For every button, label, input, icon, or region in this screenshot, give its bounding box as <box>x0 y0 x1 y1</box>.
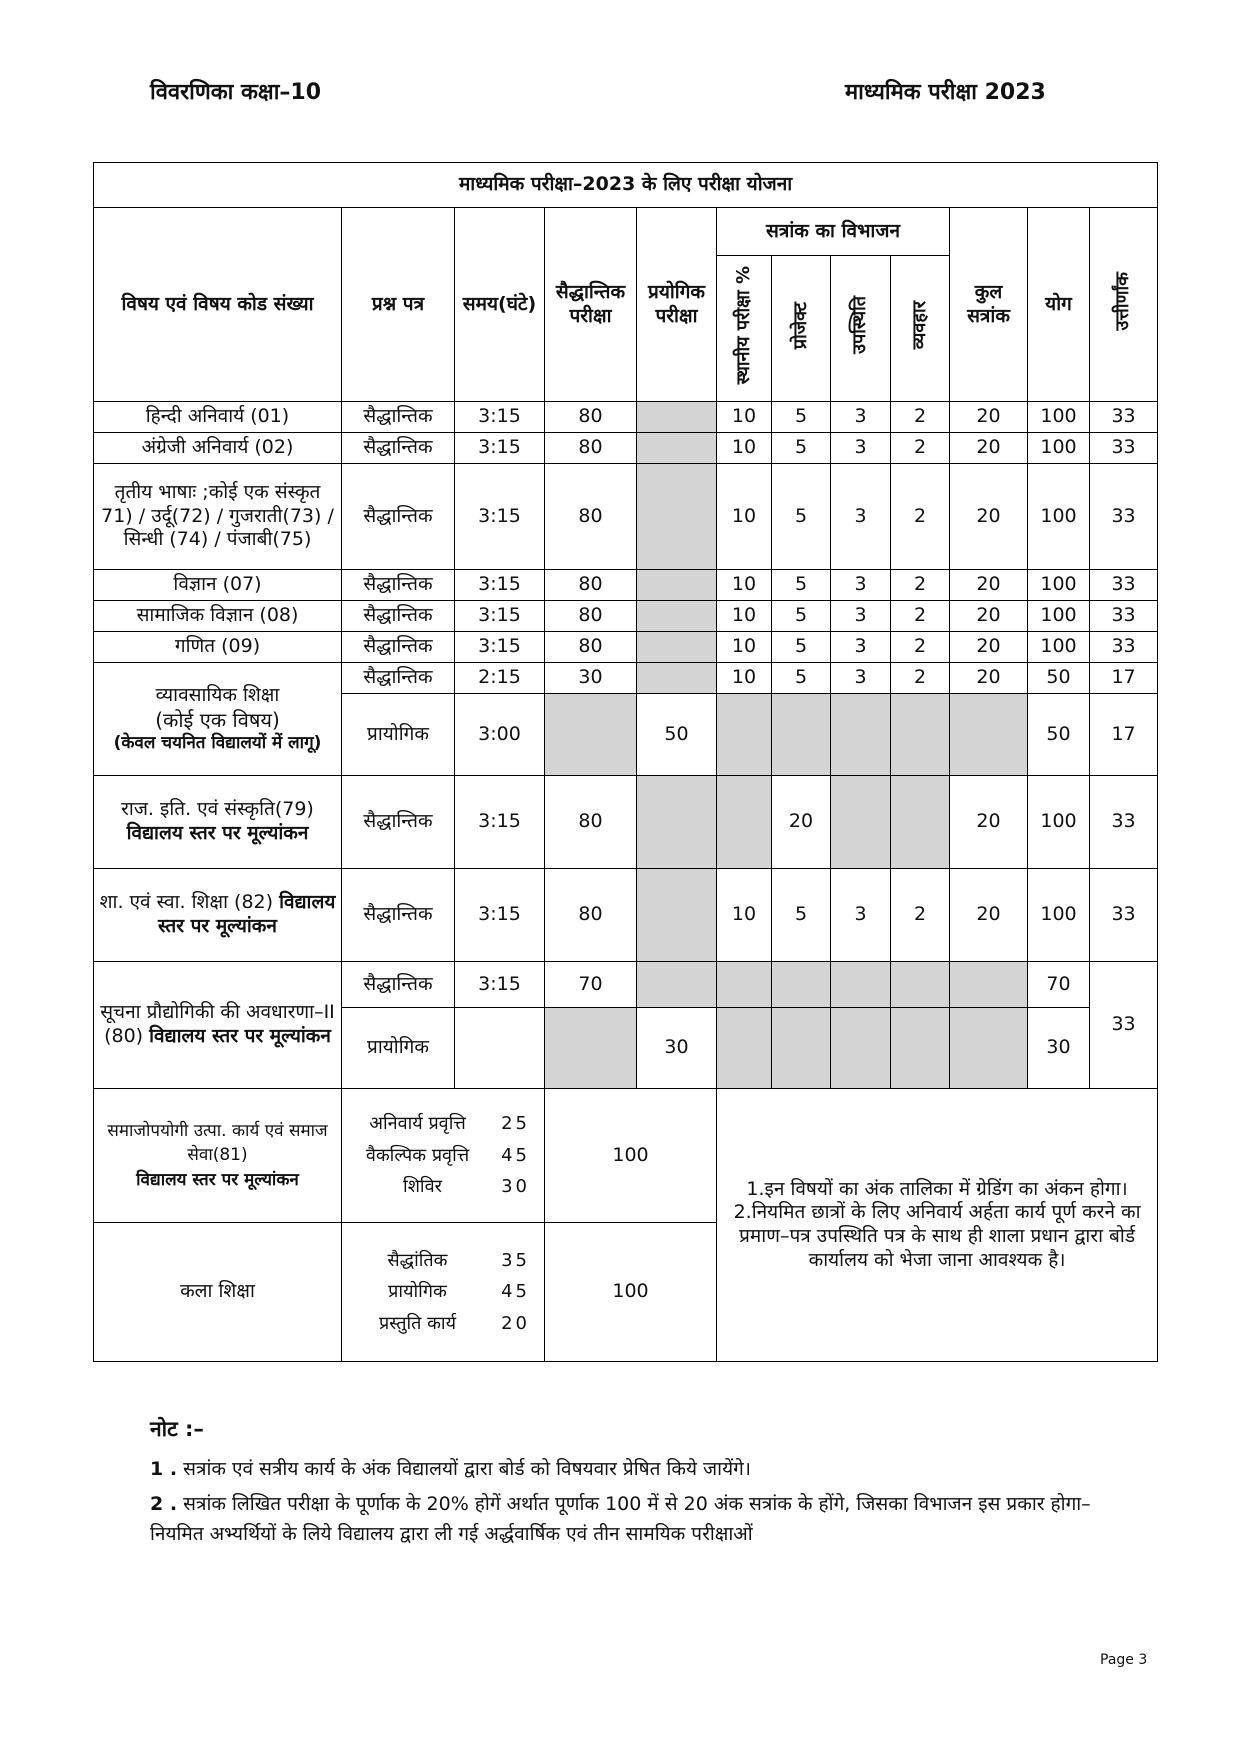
header-time: समय(घंटे) <box>455 208 545 402</box>
social-work-subject: समाजोपयोगी उत्पा. कार्य एवं समाज सेवा(81) <box>107 1120 328 1166</box>
paper-cell: प्रायोगिक <box>342 694 455 776</box>
time-cell: 3:15 <box>455 962 545 1008</box>
paper-cell: सैद्धान्तिक <box>342 663 455 694</box>
theory-cell: 80 <box>545 570 637 601</box>
local-cell: 10 <box>717 464 772 570</box>
attendance-cell <box>831 776 891 869</box>
local-cell <box>717 776 772 869</box>
paper-cell: सैद्धान्तिक <box>342 776 455 869</box>
behaviour-cell: 2 <box>891 601 950 632</box>
header-attendance-cell <box>831 256 891 402</box>
header-behaviour-cell <box>891 256 950 402</box>
component-row: वैकल्पिक प्रवृत्ति 45 <box>365 1144 530 1166</box>
practical-cell <box>637 433 717 464</box>
attendance-cell <box>831 694 891 776</box>
time-cell: 3:15 <box>455 433 545 464</box>
theory-cell: 70 <box>545 962 637 1008</box>
time-cell <box>455 1008 545 1089</box>
attendance-cell: 3 <box>831 632 891 663</box>
header-behaviour: व्यवहार <box>908 301 930 350</box>
social-work-components <box>342 1089 545 1223</box>
header-pass-cell <box>1090 208 1158 402</box>
behaviour-cell: 2 <box>891 464 950 570</box>
subject-cell-social-work <box>94 1089 342 1223</box>
attendance-cell: 3 <box>831 869 891 962</box>
paper-cell: सैद्धान्तिक <box>342 570 455 601</box>
subject-cell-raj-history <box>94 776 342 869</box>
component-row: प्रस्तुति कार्य 20 <box>378 1312 530 1334</box>
total-sessional-cell: 20 <box>950 601 1028 632</box>
project-cell <box>772 694 831 776</box>
paper-cell: सैद्धान्तिक <box>342 433 455 464</box>
subject-cell-it <box>94 962 342 1089</box>
project-cell: 20 <box>772 776 831 869</box>
time-cell: 3:15 <box>455 869 545 962</box>
behaviour-cell <box>891 962 950 1008</box>
art-edu-components <box>342 1223 545 1362</box>
pass-cell: 33 <box>1090 869 1158 962</box>
behaviour-cell: 2 <box>891 433 950 464</box>
attendance-cell: 3 <box>831 464 891 570</box>
paper-cell: सैद्धान्तिक <box>342 601 455 632</box>
note-item <box>150 1490 1130 1549</box>
total-sessional-cell: 20 <box>950 869 1028 962</box>
time-cell: 3:15 <box>455 632 545 663</box>
physical-edu-subject: शा. एवं स्वा. शिक्षा (82) <box>99 891 274 914</box>
theory-cell: 80 <box>545 464 637 570</box>
grading-note: 1.इन विषयों का अंक तालिका में ग्रेडिंग का अंकन होगा। 2.नियमित छात्रों के लिए अनिवार्य अर्हता कार्य पूर्ण करने का प्रमाण–पत्र उपस्थिति पत्र के साथ ही शाला प्रधान द्वारा बोर्ड कार्यालय को भेजा जाना आवश्यक है। <box>717 1089 1158 1362</box>
it-eval: विद्यालय स्तर पर मूल्यांकन <box>149 1025 331 1047</box>
table-row <box>94 433 1158 464</box>
total-sessional-cell: 20 <box>950 433 1028 464</box>
attendance-cell: 3 <box>831 433 891 464</box>
table-row <box>94 570 1158 601</box>
header-project-cell <box>772 256 831 402</box>
practical-cell: 50 <box>637 694 717 776</box>
time-cell: 3:15 <box>455 601 545 632</box>
time-cell: 3:15 <box>455 570 545 601</box>
local-cell: 10 <box>717 869 772 962</box>
practical-cell <box>637 869 717 962</box>
pass-cell: 33 <box>1090 570 1158 601</box>
header-practical: प्रयोगिक परीक्षा <box>637 208 717 402</box>
paper-cell: सैद्धान्तिक <box>342 632 455 663</box>
practical-cell <box>637 570 717 601</box>
header-total-sessional: कुल सत्रांक <box>950 208 1028 402</box>
practical-cell <box>637 962 717 1008</box>
theory-cell: 80 <box>545 402 637 433</box>
table-row <box>94 464 1158 570</box>
time-cell: 3:15 <box>455 402 545 433</box>
total-sessional-cell: 20 <box>950 464 1028 570</box>
subject-cell: तृतीय भाषाः ;कोई एक संस्कृत 71) / उर्दू(72) / गुजराती(73) / सिन्धी (74) / पंजाबी(75) <box>94 464 342 570</box>
local-cell <box>717 694 772 776</box>
attendance-cell <box>831 962 891 1008</box>
project-cell: 5 <box>772 632 831 663</box>
header-local-cell <box>717 256 772 402</box>
exam-plan-table <box>93 162 1158 1362</box>
header-theory: सैद्धान्तिक परीक्षा <box>545 208 637 402</box>
vocational-line1: व्यावसायिक शिक्षा <box>155 684 280 706</box>
vocational-line2: (कोई एक विषय) <box>155 707 280 732</box>
pass-cell: 17 <box>1090 694 1158 776</box>
note-number: 2 . <box>150 1493 178 1516</box>
page-number: Page 3 <box>1100 1652 1148 1668</box>
behaviour-cell: 2 <box>891 402 950 433</box>
behaviour-cell: 2 <box>891 570 950 601</box>
local-cell: 10 <box>717 632 772 663</box>
header-paper: प्रश्न पत्र <box>342 208 455 402</box>
total-cell: 100 <box>1028 402 1090 433</box>
project-cell: 5 <box>772 570 831 601</box>
total-cell: 70 <box>1028 962 1090 1008</box>
pass-cell: 33 <box>1090 962 1158 1089</box>
note-text: सत्रांक एवं सत्रीय कार्य के अंक विद्यालयों द्वारा बोर्ड को विषयवार प्रेषित किये जायेंगे। <box>183 1458 751 1480</box>
total-cell: 100 <box>1028 632 1090 663</box>
header-pass: उत्तीर्णांक <box>1112 271 1134 331</box>
attendance-cell: 3 <box>831 663 891 694</box>
local-cell: 10 <box>717 570 772 601</box>
pass-cell: 33 <box>1090 402 1158 433</box>
subject-cell-vocational <box>94 663 342 776</box>
table-title: माध्यमिक परीक्षा–2023 के लिए परीक्षा योजना <box>94 163 1158 208</box>
social-work-total: 100 <box>545 1089 717 1223</box>
note-number: 1 . <box>150 1458 178 1480</box>
attendance-cell: 3 <box>831 402 891 433</box>
total-sessional-cell <box>950 1008 1028 1089</box>
pass-cell: 33 <box>1090 776 1158 869</box>
table-row-raj-history <box>94 776 1158 869</box>
subject-cell: अंग्रेजी अनिवार्य (02) <box>94 433 342 464</box>
total-sessional-cell: 20 <box>950 663 1028 694</box>
total-cell: 100 <box>1028 570 1090 601</box>
header-local-exam: स्थानीय परीक्षा % <box>732 265 754 385</box>
subject-cell: गणित (09) <box>94 632 342 663</box>
practical-cell <box>637 632 717 663</box>
pass-cell: 33 <box>1090 601 1158 632</box>
total-cell: 100 <box>1028 776 1090 869</box>
header-right: माध्यमिक परीक्षा 2023 <box>845 80 1046 105</box>
component-row: सैद्धांतिक 35 <box>387 1249 530 1271</box>
notes-title: नोट :– <box>150 1417 204 1441</box>
paper-cell: प्रायोगिक <box>342 1008 455 1089</box>
practical-cell <box>637 776 717 869</box>
theory-cell: 80 <box>545 433 637 464</box>
subject-cell-physical-edu <box>94 869 342 962</box>
header-project: प्रोजेक्ट <box>789 301 811 349</box>
local-cell: 10 <box>717 663 772 694</box>
project-cell: 5 <box>772 464 831 570</box>
total-sessional-cell: 20 <box>950 570 1028 601</box>
header-subject: विषय एवं विषय कोड संख्या <box>94 208 342 402</box>
paper-cell: सैद्धान्तिक <box>342 962 455 1008</box>
practical-cell <box>637 601 717 632</box>
social-work-eval: विद्यालय स्तर पर मूल्यांकन <box>136 1169 299 1190</box>
theory-cell: 80 <box>545 776 637 869</box>
pass-cell: 33 <box>1090 632 1158 663</box>
attendance-cell <box>831 1008 891 1089</box>
total-sessional-cell <box>950 694 1028 776</box>
subject-cell-art-edu: कला शिक्षा <box>94 1223 342 1362</box>
practical-cell <box>637 402 717 433</box>
raj-history-eval: विद्यालय स्तर पर मूल्यांकन <box>126 822 309 844</box>
total-cell: 50 <box>1028 663 1090 694</box>
notes-section <box>150 1415 1130 1555</box>
behaviour-cell <box>891 1008 950 1089</box>
paper-cell: सैद्धान्तिक <box>342 402 455 433</box>
project-cell: 5 <box>772 601 831 632</box>
attendance-cell: 3 <box>831 601 891 632</box>
raj-history-subject: राज. इति. एवं संस्कृति(79) <box>121 798 314 821</box>
behaviour-cell <box>891 776 950 869</box>
art-edu-total: 100 <box>545 1223 717 1362</box>
pass-cell: 33 <box>1090 433 1158 464</box>
project-cell: 5 <box>772 869 831 962</box>
header-sessional-group: सत्रांक का विभाजन <box>717 208 950 256</box>
project-cell: 5 <box>772 663 831 694</box>
project-cell <box>772 1008 831 1089</box>
table-row-vocational-theory <box>94 663 1158 694</box>
time-cell: 3:15 <box>455 776 545 869</box>
theory-cell: 30 <box>545 663 637 694</box>
component-row: अनिवार्य प्रवृत्ति 25 <box>369 1113 530 1135</box>
note-text: सत्रांक लिखित परीक्षा के पूर्णाक के 20% होगें अर्थात पूर्णाक 100 में से 20 अंक सत्रांक के होंगे, जिसका विभाजन इस प्रकार होगा– नियमित अभ्यर्थियों के लिये विद्यालय द्वारा ली गई अर्द्धवार्षिक एवं तीन सामयिक परीक्षाओं <box>150 1493 1091 1545</box>
total-cell: 30 <box>1028 1008 1090 1089</box>
local-cell: 10 <box>717 433 772 464</box>
total-sessional-cell <box>950 962 1028 1008</box>
header-attendance: उपस्थिति <box>849 296 871 355</box>
local-cell <box>717 1008 772 1089</box>
pass-cell: 17 <box>1090 663 1158 694</box>
header-left: विवरणिका कक्षा–10 <box>150 80 322 105</box>
pass-cell: 33 <box>1090 464 1158 570</box>
theory-cell <box>545 1008 637 1089</box>
local-cell: 10 <box>717 601 772 632</box>
total-cell: 100 <box>1028 464 1090 570</box>
total-cell: 100 <box>1028 433 1090 464</box>
theory-cell <box>545 694 637 776</box>
table-row-it-theory <box>94 962 1158 1008</box>
total-cell: 50 <box>1028 694 1090 776</box>
vocational-note: (केवल चयनित विद्यालयों में लागू) <box>113 732 322 753</box>
table-row-social-work <box>94 1089 1158 1223</box>
subject-cell: सामाजिक विज्ञान (08) <box>94 601 342 632</box>
total-cell: 100 <box>1028 601 1090 632</box>
practical-cell: 30 <box>637 1008 717 1089</box>
local-cell: 10 <box>717 402 772 433</box>
attendance-cell: 3 <box>831 570 891 601</box>
total-sessional-cell: 20 <box>950 776 1028 869</box>
note-item <box>150 1455 1130 1484</box>
component-row: प्रायोगिक 45 <box>388 1281 530 1303</box>
practical-cell <box>637 464 717 570</box>
project-cell: 5 <box>772 433 831 464</box>
theory-cell: 80 <box>545 601 637 632</box>
component-row: शिविर 30 <box>403 1176 530 1198</box>
it-subject: सूचना प्रौद्योगिकी की अवधारणा–II (80) <box>100 1001 335 1047</box>
subject-cell: हिन्दी अनिवार्य (01) <box>94 402 342 433</box>
table-row <box>94 632 1158 663</box>
table-row <box>94 601 1158 632</box>
project-cell <box>772 962 831 1008</box>
behaviour-cell: 2 <box>891 869 950 962</box>
physical-edu-eval: विद्यालय स्तर पर मूल्यांकन <box>158 891 336 937</box>
behaviour-cell <box>891 694 950 776</box>
time-cell: 3:15 <box>455 464 545 570</box>
subject-cell: विज्ञान (07) <box>94 570 342 601</box>
theory-cell: 80 <box>545 869 637 962</box>
total-sessional-cell: 20 <box>950 402 1028 433</box>
project-cell: 5 <box>772 402 831 433</box>
behaviour-cell: 2 <box>891 663 950 694</box>
time-cell: 2:15 <box>455 663 545 694</box>
paper-cell: सैद्धान्तिक <box>342 869 455 962</box>
paper-cell: सैद्धान्तिक <box>342 464 455 570</box>
behaviour-cell: 2 <box>891 632 950 663</box>
header-total: योग <box>1028 208 1090 402</box>
total-cell: 100 <box>1028 869 1090 962</box>
table-row-physical-edu <box>94 869 1158 962</box>
practical-cell <box>637 663 717 694</box>
theory-cell: 80 <box>545 632 637 663</box>
table-row <box>94 402 1158 433</box>
local-cell <box>717 962 772 1008</box>
time-cell: 3:00 <box>455 694 545 776</box>
total-sessional-cell: 20 <box>950 632 1028 663</box>
